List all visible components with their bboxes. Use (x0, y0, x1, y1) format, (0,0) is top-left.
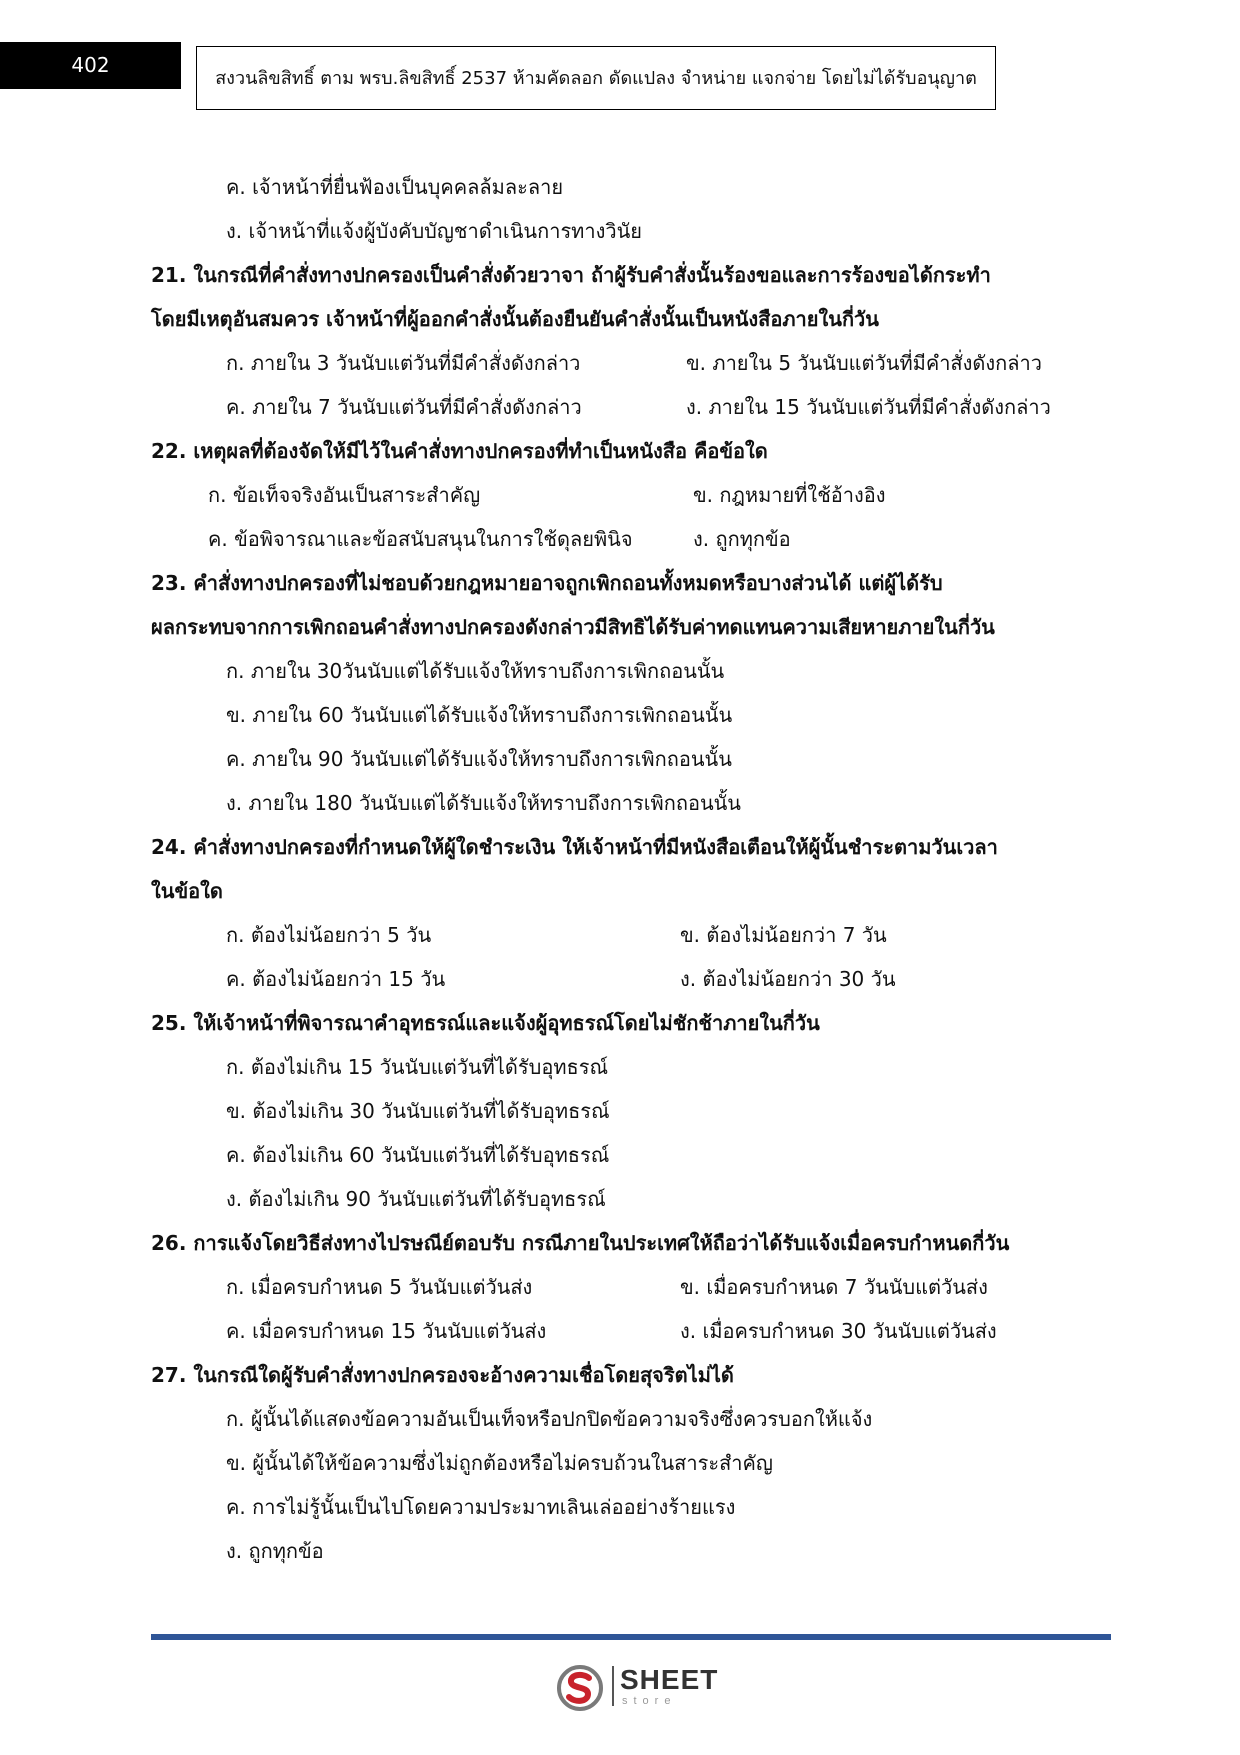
question-21-line-1: 21. ในกรณีที่คำสั่งทางปกครองเป็นคำสั่งด้วยวาจา ถ้าผู้รับคำสั่งนั้นร้องขอและการร้องขอได้กระทำ (151, 263, 991, 287)
q21-option-b: ข. ภายใน 5 วันนับแต่วันที่มีคำสั่งดังกล่าว (686, 351, 1042, 375)
question-23-line-1: 23. คำสั่งทางปกครองที่ไม่ชอบด้วยกฎหมายอาจถูกเพิกถอนทั้งหมดหรือบางส่วนได้ แต่ผู้ได้รับ (151, 571, 943, 595)
q25-option-d: ง. ต้องไม่เกิน 90 วันนับแต่วันที่ได้รับอุทธรณ์ (226, 1187, 606, 1211)
q22-option-d: ง. ถูกทุกข้อ (693, 527, 791, 551)
question-26: 26. การแจ้งโดยวิธีส่งทางไปรษณีย์ตอบรับ กรณีภายในประเทศให้ถือว่าได้รับแจ้งเมื่อครบกำหนดกี่วัน (151, 1231, 1010, 1255)
q27-option-c: ค. การไม่รู้นั้นเป็นไปโดยความประมาทเลินเล่ออย่างร้ายแรง (226, 1495, 736, 1519)
sheet-logo-icon (556, 1664, 604, 1712)
sheet-store-logo (556, 1662, 726, 1712)
q24-option-d: ง. ต้องไม่น้อยกว่า 30 วัน (680, 967, 896, 991)
q24-option-b: ข. ต้องไม่น้อยกว่า 7 วัน (680, 923, 887, 947)
copyright-notice: สงวนลิขสิทธิ์ ตาม พรบ.ลิขสิทธิ์ 2537 ห้ามคัดลอก ดัดแปลง จำหน่าย แจกจ่าย โดยไม่ได้รับอนุญาต (196, 46, 996, 110)
footer-rule (151, 1634, 1111, 1640)
q22-option-a: ก. ข้อเท็จจริงอันเป็นสาระสำคัญ (208, 483, 481, 507)
q25-option-a: ก. ต้องไม่เกิน 15 วันนับแต่วันที่ได้รับอุทธรณ์ (226, 1055, 609, 1079)
question-22: 22. เหตุผลที่ต้องจัดให้มีไว้ในคำสั่งทางปกครองที่ทำเป็นหนังสือ คือข้อใด (151, 439, 768, 463)
logo-subtext: store (622, 1695, 677, 1707)
question-23-line-2: ผลกระทบจากการเพิกถอนคำสั่งทางปกครองดังกล่าวมีสิทธิได้รับค่าทดแทนความเสียหายภายในกี่วัน (151, 615, 995, 639)
question-27: 27. ในกรณีใดผู้รับคำสั่งทางปกครองจะอ้างความเชื่อโดยสุจริตไม่ได้ (151, 1363, 734, 1387)
q26-option-d: ง. เมื่อครบกำหนด 30 วันนับแต่วันส่ง (680, 1319, 997, 1343)
q22-option-b: ข. กฎหมายที่ใช้อ้างอิง (693, 483, 886, 507)
carry-over-option-c: ค. เจ้าหน้าที่ยื่นฟ้องเป็นบุคคลล้มละลาย (226, 175, 564, 199)
q26-option-c: ค. เมื่อครบกำหนด 15 วันนับแต่วันส่ง (226, 1319, 547, 1343)
q22-option-c: ค. ข้อพิจารณาและข้อสนับสนุนในการใช้ดุลยพินิจ (208, 527, 633, 551)
carry-over-option-d: ง. เจ้าหน้าที่แจ้งผู้บังคับบัญชาดำเนินการทางวินัย (226, 219, 642, 243)
q27-option-d: ง. ถูกทุกข้อ (226, 1539, 324, 1563)
question-24-line-2: ในข้อใด (151, 879, 223, 903)
logo-wordmark: SHEET (620, 1664, 719, 1695)
question-21-line-2: โดยมีเหตุอันสมควร เจ้าหน้าที่ผู้ออกคำสั่งนั้นต้องยืนยันคำสั่งนั้นเป็นหนังสือภายในกี่วัน (151, 307, 879, 331)
question-24-line-1: 24. คำสั่งทางปกครองที่กำหนดให้ผู้ใดชำระเงิน ให้เจ้าหน้าที่มีหนังสือเตือนให้ผู้นั้นชำระตามวันเวลา (151, 835, 998, 859)
q27-option-b: ข. ผู้นั้นได้ให้ข้อความซึ่งไม่ถูกต้องหรือไม่ครบถ้วนในสาระสำคัญ (226, 1451, 773, 1475)
q21-option-c: ค. ภายใน 7 วันนับแต่วันที่มีคำสั่งดังกล่าว (226, 395, 582, 419)
question-25: 25. ให้เจ้าหน้าที่พิจารณาคำอุทธรณ์และแจ้งผู้อุทธรณ์โดยไม่ชักช้าภายในกี่วัน (151, 1011, 820, 1035)
page-number: 402 (0, 42, 181, 89)
q23-option-a: ก. ภายใน 30วันนับแต่ได้รับแจ้งให้ทราบถึงการเพิกถอนนั้น (226, 659, 725, 683)
q21-option-d: ง. ภายใน 15 วันนับแต่วันที่มีคำสั่งดังกล่าว (686, 395, 1051, 419)
q26-option-a: ก. เมื่อครบกำหนด 5 วันนับแต่วันส่ง (226, 1275, 533, 1299)
q24-option-a: ก. ต้องไม่น้อยกว่า 5 วัน (226, 923, 432, 947)
q23-option-d: ง. ภายใน 180 วันนับแต่ได้รับแจ้งให้ทราบถึงการเพิกถอนนั้น (226, 791, 741, 815)
q23-option-b: ข. ภายใน 60 วันนับแต่ได้รับแจ้งให้ทราบถึงการเพิกถอนนั้น (226, 703, 733, 727)
q21-option-a: ก. ภายใน 3 วันนับแต่วันที่มีคำสั่งดังกล่าว (226, 351, 581, 375)
q25-option-c: ค. ต้องไม่เกิน 60 วันนับแต่วันที่ได้รับอุทธรณ์ (226, 1143, 610, 1167)
q26-option-b: ข. เมื่อครบกำหนด 7 วันนับแต่วันส่ง (680, 1275, 988, 1299)
q27-option-a: ก. ผู้นั้นได้แสดงข้อความอันเป็นเท็จหรือปกปิดข้อความจริงซึ่งควรบอกให้แจ้ง (226, 1407, 873, 1431)
logo-divider (612, 1666, 614, 1706)
q24-option-c: ค. ต้องไม่น้อยกว่า 15 วัน (226, 967, 446, 991)
q23-option-c: ค. ภายใน 90 วันนับแต่ได้รับแจ้งให้ทราบถึงการเพิกถอนนั้น (226, 747, 732, 771)
q25-option-b: ข. ต้องไม่เกิน 30 วันนับแต่วันที่ได้รับอุทธรณ์ (226, 1099, 610, 1123)
